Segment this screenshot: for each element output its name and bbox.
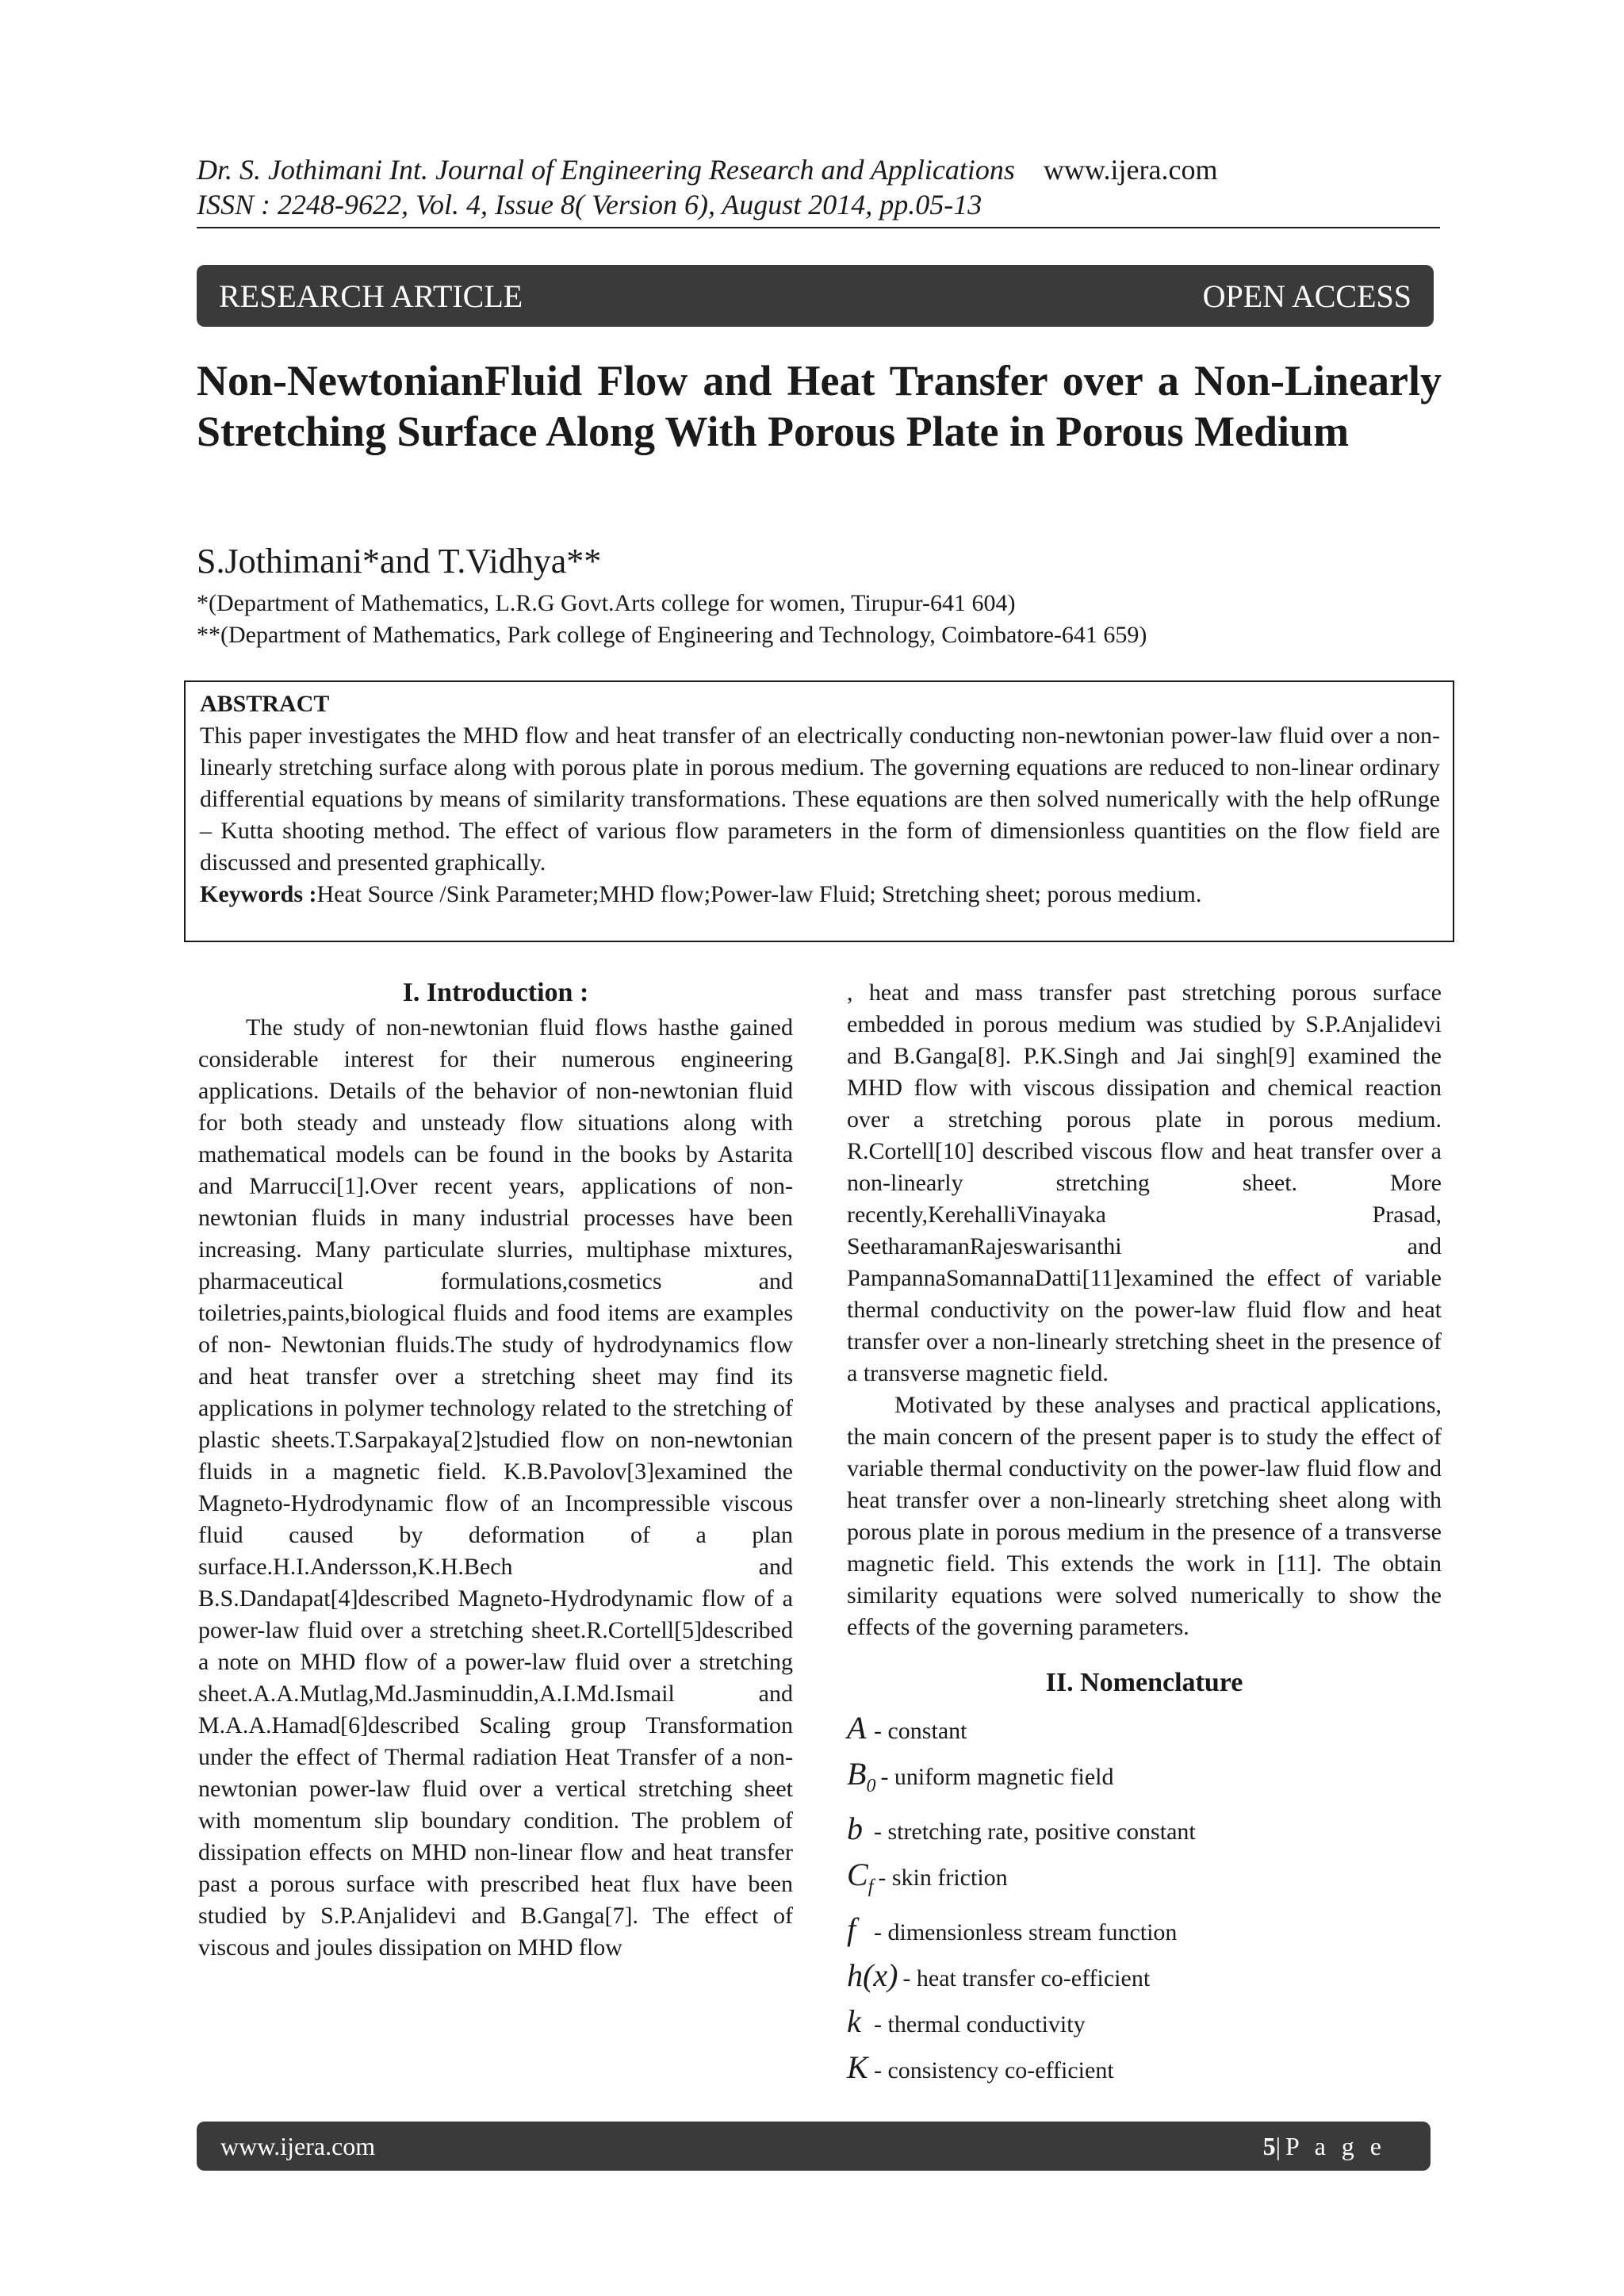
keywords-label: Keywords :	[200, 881, 317, 907]
article-banner	[197, 265, 1434, 327]
nomenclature-desc: - stretching rate, positive constant	[874, 1819, 1196, 1845]
nomenclature-item	[847, 2000, 1442, 2046]
nomenclature-item	[847, 1908, 1442, 1954]
page-number: 5|P a g e	[1262, 2131, 1386, 2160]
footer-site-link[interactable]: www.ijera.com	[220, 2131, 376, 2160]
nomenclature-desc: - constant	[874, 1718, 967, 1744]
nomenclature-desc: - uniform magnetic field	[880, 1764, 1114, 1790]
nomenclature-desc: - dimensionless stream function	[874, 1919, 1178, 1945]
nomenclature-symbol: $C_f$	[847, 1857, 874, 1897]
nomenclature-item	[847, 1707, 1442, 1753]
motivation-paragraph: Motivated by these analyses and practical applications, the main concern of the present paper is to study the effect of variable thermal conductivity on the power-law fluid flow and heat transfer over a non-linearly stretching sheet along with porous plate in porous medium in the presence of a transverse magnetic field. This extends the work in [11]. The obtain similarity equations were solved numerically to show the effects of the governing parameters.	[847, 1392, 1442, 1640]
affiliation-2: **(Department of Mathematics, Park college of Engineering and Technology, Coimbatore-641 659)	[197, 622, 1147, 648]
left-column	[198, 977, 793, 1964]
nomenclature-desc: - consistency co-efficient	[874, 2057, 1114, 2083]
issn-line: ISSN : 2248-9622, Vol. 4, Issue 8( Version 6), August 2014, pp.05-13	[197, 189, 982, 220]
nomenclature-symbol: A	[847, 1710, 867, 1746]
paper-title: Non-NewtonianFluid Flow and Heat Transfer over a Non-Linearly Stretching Surface Along With Porous Plate in Porous Medium	[197, 357, 1442, 455]
nomenclature-symbol: b	[847, 1811, 863, 1846]
abstract-box	[184, 680, 1454, 942]
running-header	[197, 152, 1440, 222]
page-footer	[197, 2122, 1431, 2171]
nomenclature-item	[847, 1807, 1442, 1853]
abstract-heading: ABSTRACT	[200, 691, 330, 717]
nomenclature-item	[847, 2046, 1442, 2092]
nomenclature-item	[847, 1753, 1442, 1807]
nomenclature-desc: - skin friction	[878, 1865, 1008, 1891]
intro-continuation: , heat and mass transfer past stretching porous surface embedded in porous medium was studied by S.P.Anjalidevi and B.Ganga[8]. P.K.Singh and Jai singh[9] examined the MHD flow with viscous dissipation and chemical reaction over a stretching porous plate in porous medium. R.Cortell[10] described viscous flow and heat transfer over a non-linearly stretching sheet. More recently,KerehalliVinayaka Prasad, SeetharamanRajeswarisanthi and PampannaSomannaDatti[11]examined the effect of variable thermal conductivity on the power-law fluid flow and heat transfer over a non-linearly stretching sheet in the presence of a transverse magnetic field.	[847, 979, 1442, 1386]
nomenclature-symbol: $B_0$	[847, 1756, 876, 1796]
abstract-text: This paper investigates the MHD flow and heat transfer of an electrically conducting non-newtonian power-law fluid over a non-linearly stretching surface along with porous plate in porous medium. The governing equations are reduced to non-linear ordinary differential equations by means of similarity transformations. These equations are then solved numerically with the help ofRunge – Kutta shooting method. The effect of various flow parameters in the form of dimensionless quantities on the flow field are discussed and presented graphically.	[200, 723, 1440, 876]
right-column	[847, 977, 1442, 2092]
nomenclature-symbol: K	[847, 2049, 868, 2085]
intro-paragraph: The study of non-newtonian fluid flows hasthe gained considerable interest for their numerous engineering applications. Details of the behavior of non-newtonian fluid for both steady and unsteady flow situations along with mathematical models can be found in the books by Astarita and Marrucci[1].Over recent years, applications of non-newtonian fluids in many industrial processes have been increasing. Many particulate slurries, multiphase mixtures, pharmaceutical formulations,cosmetics and toiletries,paints,biological fluids and food items are examples of non- Newtonian fluids.The study of hydrodynamics flow and heat transfer over a stretching sheet may find its applications in polymer technology related to the stretching of plastic sheets.T.Sarpakaya[2]studied flow on non-newtonian fluids in a magnetic field. K.B.Pavolov[3]examined the Magneto-Hydrodynamic flow of an Incompressible viscous fluid caused by deformation of a plan surface.H.I.Andersson,K.H.Bech and B.S.Dandapat[4]described Magneto-Hydrodynamic flow of a power-law fluid over a stretching sheet.R.Cortell[5]described a note on MHD flow of a power-law fluid over a stretching sheet.A.A.Mutlag,Md.Jasminuddin,A.I.Md.Ismail and M.A.A.Hamad[6]described Scaling group Transformation under the effect of Thermal radiation Heat Transfer of a non-newtonian power-law fluid over a vertical stretching sheet with momentum slip boundary condition. The problem of dissipation effects on MHD non-linear flow and heat transfer past a porous surface with prescribed heat flux have been studied by S.P.Anjalidevi and B.Ganga[7]. The effect of viscous and joules dissipation on MHD flow	[198, 1014, 793, 1961]
journal-line: Dr. S. Jothimani Int. Journal of Engineering Research and Applications	[197, 154, 1015, 186]
keywords-text: Heat Source /Sink Parameter;MHD flow;Power-law Fluid; Stretching sheet; porous medium.	[316, 881, 1202, 907]
header-divider	[197, 227, 1440, 228]
nomenclature-item	[847, 1853, 1442, 1908]
intro-heading: I. Introduction :	[402, 978, 589, 1007]
nomenclature-desc: - thermal conductivity	[874, 2011, 1086, 2037]
nomenclature-symbol: k	[847, 2003, 861, 2039]
affiliation-1: *(Department of Mathematics, L.R.G Govt.Arts college for women, Tirupur-641 604)	[197, 590, 1016, 616]
journal-site-link[interactable]: www.ijera.com	[1043, 154, 1218, 186]
nomenclature-symbol: f	[847, 1911, 856, 1947]
nomenclature-symbol: h(x)	[847, 1957, 898, 1993]
keywords	[200, 879, 1440, 910]
article-type: RESEARCH ARTICLE	[219, 278, 523, 314]
nomenclature-heading: II. Nomenclature	[1045, 1668, 1243, 1697]
nomenclature-desc: - heat transfer co-efficient	[902, 1965, 1151, 1991]
nomenclature-item	[847, 1954, 1442, 2000]
authors: S.Jothimani*and T.Vidhya**	[197, 542, 602, 581]
access-type: OPEN ACCESS	[1202, 278, 1411, 314]
